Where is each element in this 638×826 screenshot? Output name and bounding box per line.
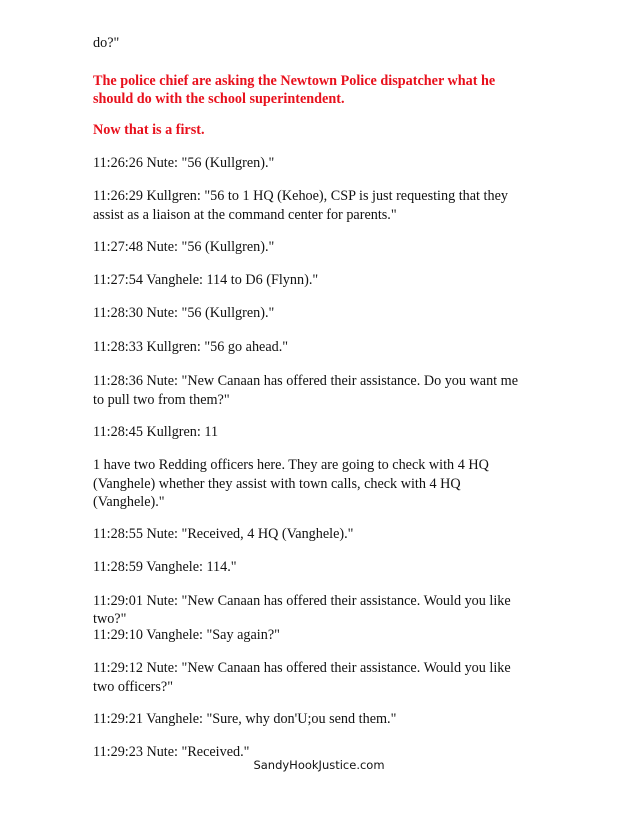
transcript-line: 11:29:12 Nute: "New Canaan has offered their assistance. Would you like [93,660,511,676]
transcript-line: to pull two from them?" [93,392,230,408]
transcript-line: 11:29:01 Nute: "New Canaan has offered their assistance. Would you like [93,593,511,609]
transcript-line: (Vanghele)." [93,494,165,510]
transcript-line: 1 have two Redding officers here. They are going to check with 4 HQ [93,457,489,473]
transcript-line: (Vanghele) whether they assist with town calls, check with 4 HQ [93,476,461,492]
transcript-line: two officers?" [93,679,173,695]
transcript-line: 11:28:59 Vanghele: 114." [93,559,237,575]
transcript-line: 11:27:48 Nute: "56 (Kullgren)." [93,239,275,255]
transcript-line: 11:28:45 Kullgren: 11 [93,424,219,440]
transcript-line: two?" [93,611,127,627]
transcript-line: 11:29:21 Vanghele: "Sure, why don'U;ou send them." [93,711,397,727]
page-footer: SandyHookJustice.com [253,758,385,772]
transcript-line: 11:28:33 Kullgren: "56 go ahead." [93,339,289,355]
text-line-continuation: do?" [93,35,120,51]
commentary-line: The police chief are asking the Newtown Police dispatcher what he [93,73,496,89]
commentary-line: Now that is a first. [93,122,205,138]
transcript-line: 11:26:29 Kullgren: "56 to 1 HQ (Kehoe), CSP is just requesting that they [93,188,508,204]
transcript-line: 11:26:26 Nute: "56 (Kullgren)." [93,155,275,171]
transcript-line: 11:28:55 Nute: "Received, 4 HQ (Vanghele)." [93,526,354,542]
transcript-line: 11:28:30 Nute: "56 (Kullgren)." [93,305,275,321]
transcript-line: 11:29:23 Nute: "Received." [93,744,250,760]
transcript-line: assist as a liaison at the command center for parents." [93,207,397,223]
commentary-line: should do with the school superintendent. [93,91,345,107]
transcript-line: 11:29:10 Vanghele: "Say again?" [93,627,280,643]
transcript-line: 11:27:54 Vanghele: 114 to D6 (Flynn)." [93,272,319,288]
transcript-line: 11:28:36 Nute: "New Canaan has offered their assistance. Do you want me [93,373,518,389]
